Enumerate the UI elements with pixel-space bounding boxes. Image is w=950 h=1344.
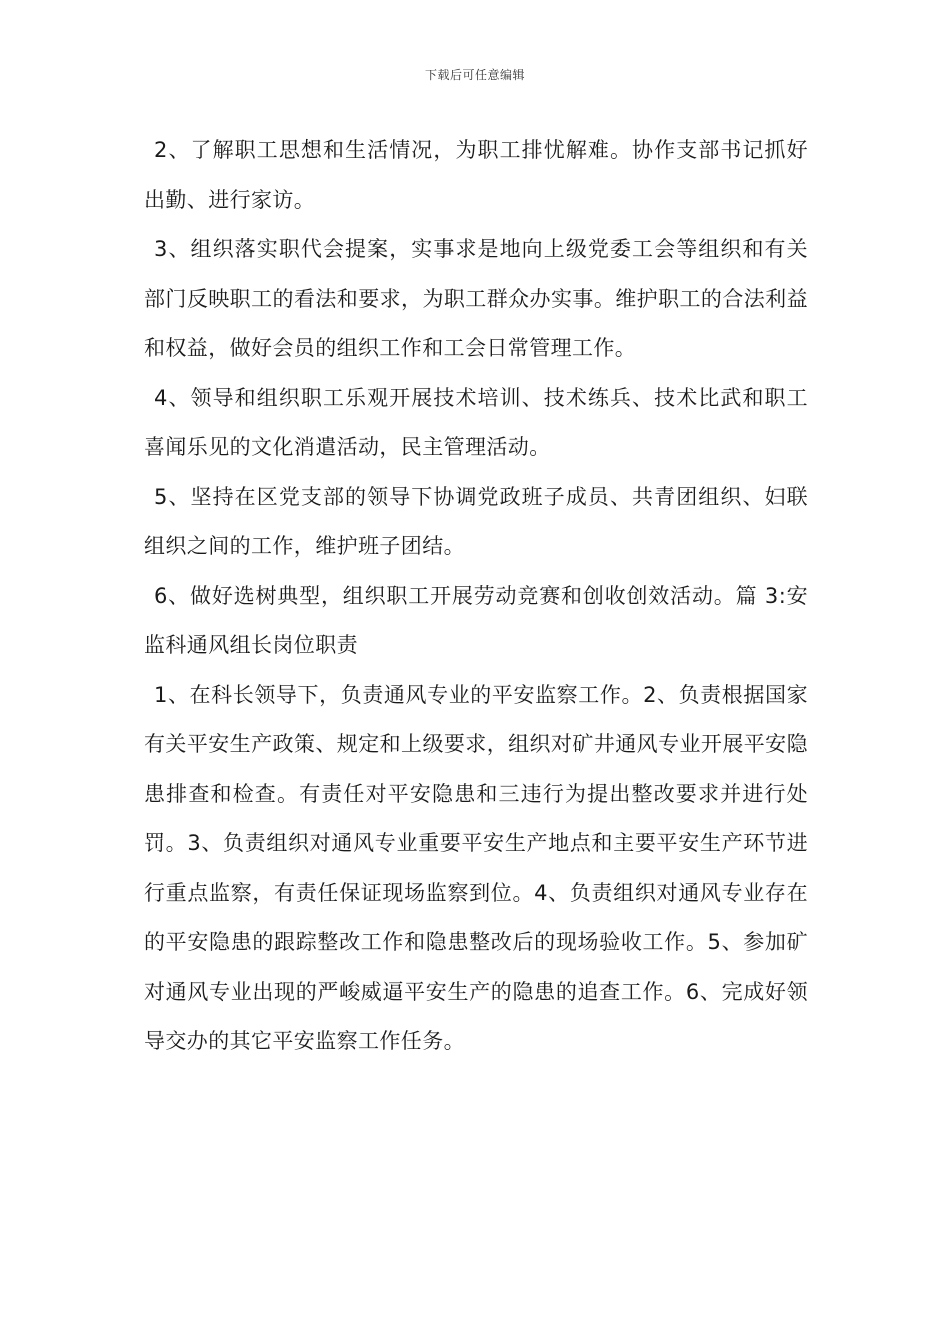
paragraph-item-2: 2、了解职工思想和生活情况，为职工排忧解难。协作支部书记抓好出勤、进行家访。 — [144, 138, 808, 212]
document-body — [144, 126, 808, 1067]
paragraph-item-5: 5、坚持在区党支部的领导下协调党政班子成员、共青团组织、妇联组织之间的工作，维护班子团结。 — [144, 484, 808, 558]
paragraph-item-3: 3、组织落实职代会提案，实事求是地向上级党委工会等组织和有关部门反映职工的看法和要求，为职工群众办实事。维护职工的合法利益和权益，做好会员的组织工作和工会日常管理工作。 — [144, 237, 808, 360]
paragraph-item-4: 4、领导和组织职工乐观开展技术培训、技术练兵、技术比武和职工喜闻乐见的文化消遣活动，民主管理活动。 — [144, 385, 808, 459]
paragraph-duties: 1、在科长领导下，负责通风专业的平安监察工作。2、负责根据国家有关平安生产政策、规定和上级要求，组织对矿井通风专业开展平安隐患排查和检查。有责任对平安隐患和三违行为提出整改要求并进行处罚。3、负责组织对通风专业重要平安生产地点和主要平安生产环节进行重点监察，有责任保证现场监察到位。4、负责组织对通风专业存在的平安隐患的跟踪整改工作和隐患整改后的现场验收工作。5、参加矿对通风专业出现的严峻威逼平安生产的隐患的追查工作。6、完成好领导交办的其它平安监察工作任务。 — [144, 682, 808, 1053]
header-note: 下载后可任意编辑 — [424, 68, 525, 82]
paragraph-item-6: 6、做好选树典型，组织职工开展劳动竞赛和创收创效活动。篇 3:安监科通风组长岗位职责 — [144, 583, 808, 657]
